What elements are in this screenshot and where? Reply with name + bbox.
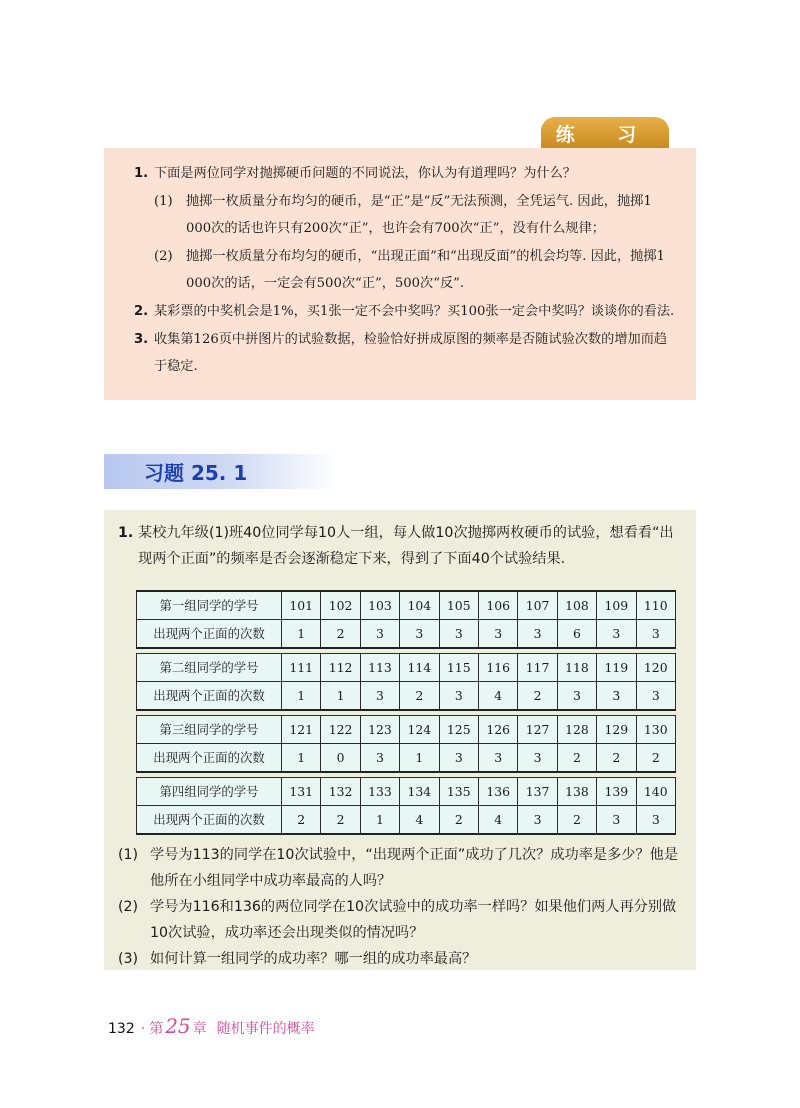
table-cell: 3	[360, 744, 399, 773]
row-header: 出现两个正面的次数	[137, 620, 282, 649]
table-cell: 124	[400, 716, 439, 744]
table-cell: 1	[282, 744, 321, 773]
table-cell: 128	[557, 716, 596, 744]
table-row	[137, 654, 676, 682]
table-cell: 3	[636, 682, 675, 711]
table-cell: 3	[478, 620, 517, 649]
subquestion-text: 抛掷一枚质量分布均匀的硬币，是“正”是“反”无法预测，全凭运气. 因此，抛掷1 000次的话也许只有200次“正”，也许会有700次“正”，没有什么规律；	[186, 193, 652, 237]
table-group	[136, 715, 676, 773]
table-row	[137, 716, 676, 744]
practice-subquestion-2	[154, 243, 678, 298]
page-footer	[108, 1014, 315, 1038]
row-header: 第一组同学的学号	[137, 591, 282, 620]
table-cell: 101	[282, 591, 321, 620]
table-cell: 3	[636, 806, 675, 835]
table-cell: 2	[282, 806, 321, 835]
table-cell: 136	[478, 778, 517, 806]
table-cell: 106	[478, 591, 517, 620]
table-row	[137, 806, 676, 835]
table-cell: 1	[360, 806, 399, 835]
row-header: 第三组同学的学号	[137, 716, 282, 744]
table-cell: 139	[597, 778, 636, 806]
table-cell: 1	[282, 682, 321, 711]
exercise-subquestion-3	[118, 946, 684, 972]
table-cell: 2	[597, 744, 636, 773]
question-text: 收集第126页中拼图片的试验数据，检验恰好拼成原图的频率是否随试验次数的增加而趋于稳定.	[154, 331, 668, 375]
table-cell: 130	[636, 716, 675, 744]
table-cell: 2	[400, 682, 439, 711]
subquestion-text: 学号为116和136的两位同学在10次试验中的成功率一样吗？如果他们两人再分别做10次试验，成功率还会出现类似的情况吗？	[150, 899, 677, 941]
table-cell: 2	[557, 744, 596, 773]
chapter-number: 25	[165, 1014, 191, 1038]
table-cell: 121	[282, 716, 321, 744]
table-cell: 3	[597, 682, 636, 711]
table-cell: 3	[518, 806, 557, 835]
table-cell: 109	[597, 591, 636, 620]
table-cell: 1	[400, 744, 439, 773]
subquestion-text: 抛掷一枚质量分布均匀的硬币，“出现正面”和“出现反面”的机会均等. 因此，抛掷1 000次的话，一定会有500次“正”，500次“反”.	[186, 248, 665, 292]
row-header: 第四组同学的学号	[137, 778, 282, 806]
table-cell: 2	[321, 806, 360, 835]
table-row	[137, 591, 676, 620]
practice-question-3	[134, 326, 678, 381]
exercise-box	[104, 510, 696, 970]
table-cell: 131	[282, 778, 321, 806]
table-cell: 107	[518, 591, 557, 620]
question-number: 3.	[134, 331, 149, 347]
table-cell: 129	[597, 716, 636, 744]
table-cell: 123	[360, 716, 399, 744]
table-row	[137, 744, 676, 773]
table-cell: 3	[557, 682, 596, 711]
table-cell: 118	[557, 654, 596, 682]
table-cell: 112	[321, 654, 360, 682]
table-cell: 120	[636, 654, 675, 682]
table-cell: 137	[518, 778, 557, 806]
subquestion-text: 学号为113的同学在10次试验中，“出现两个正面”成功了几次？成功率是多少？他是他所在小组同学中成功率最高的人吗？	[150, 847, 679, 889]
table-cell: 4	[478, 806, 517, 835]
table-cell: 6	[557, 620, 596, 649]
table-cell: 2	[557, 806, 596, 835]
row-header: 出现两个正面的次数	[137, 682, 282, 711]
chapter-suffix: 章	[192, 1021, 207, 1037]
table-cell: 110	[636, 591, 675, 620]
table-cell: 2	[439, 806, 478, 835]
question-text: 下面是两位同学对抛掷硬币问题的不同说法，你认为有道理吗？为什么？	[154, 166, 576, 181]
table-cell: 2	[518, 682, 557, 711]
page-number: 132	[108, 1021, 135, 1037]
table-row	[137, 620, 676, 649]
table-cell: 4	[400, 806, 439, 835]
table-group	[136, 590, 676, 649]
table-cell: 2	[321, 620, 360, 649]
table-cell: 117	[518, 654, 557, 682]
table-cell: 3	[360, 682, 399, 711]
row-header: 出现两个正面的次数	[137, 744, 282, 773]
row-header: 第二组同学的学号	[137, 654, 282, 682]
table-cell: 102	[321, 591, 360, 620]
question-text: 某校九年级(1)班40位同学每10人一组，每人做10次抛掷两枚硬币的试验，想看看“出现两个正面”的频率是否会逐渐稳定下来，得到了下面40个试验结果.	[138, 525, 674, 567]
practice-question-1	[134, 160, 678, 298]
question-number: 2.	[134, 303, 149, 319]
question-text: 某彩票的中奖机会是1%，买1张一定不会中奖吗？买100张一定会中奖吗？谈谈你的看法.	[154, 303, 675, 319]
chapter-prefix: 第	[149, 1021, 164, 1037]
table-cell: 132	[321, 778, 360, 806]
table-row	[137, 682, 676, 711]
table-cell: 3	[597, 620, 636, 649]
table-cell: 3	[439, 620, 478, 649]
table-cell: 3	[478, 744, 517, 773]
question-number: 1.	[118, 525, 134, 541]
results-table	[136, 590, 676, 839]
subquestion-number: (2)	[118, 899, 139, 915]
table-cell: 3	[518, 744, 557, 773]
practice-tab: 练 习	[541, 117, 669, 149]
table-cell: 4	[478, 682, 517, 711]
table-cell: 126	[478, 716, 517, 744]
table-cell: 3	[439, 744, 478, 773]
table-group	[136, 777, 676, 835]
subquestion-number: (1)	[154, 193, 173, 209]
table-cell: 114	[400, 654, 439, 682]
exercise-subquestion-2	[118, 894, 684, 946]
subquestion-number: (1)	[118, 847, 139, 863]
table-cell: 105	[439, 591, 478, 620]
table-cell: 108	[557, 591, 596, 620]
table-cell: 0	[321, 744, 360, 773]
subquestion-text: 如何计算一组同学的成功率？哪一组的成功率最高？	[150, 951, 477, 967]
table-cell: 3	[439, 682, 478, 711]
table-cell: 122	[321, 716, 360, 744]
footer-dot: ·	[140, 1021, 146, 1037]
table-cell: 3	[636, 620, 675, 649]
table-cell: 3	[518, 620, 557, 649]
practice-subquestion-1	[154, 188, 678, 243]
exercise-subquestions	[118, 842, 684, 972]
exercise-subquestion-1	[118, 842, 684, 894]
row-header: 出现两个正面的次数	[137, 806, 282, 835]
table-cell: 111	[282, 654, 321, 682]
table-cell: 3	[360, 620, 399, 649]
practice-box	[104, 148, 696, 400]
table-cell: 119	[597, 654, 636, 682]
exercise-title: 习题 25. 1	[104, 454, 336, 489]
table-cell: 133	[360, 778, 399, 806]
table-cell: 1	[282, 620, 321, 649]
table-cell: 138	[557, 778, 596, 806]
question-number: 1.	[134, 166, 149, 181]
table-cell: 135	[439, 778, 478, 806]
table-cell: 1	[321, 682, 360, 711]
table-cell: 116	[478, 654, 517, 682]
table-row	[137, 778, 676, 806]
table-cell: 104	[400, 591, 439, 620]
exercise-question-1	[118, 520, 684, 572]
table-cell: 2	[636, 744, 675, 773]
chapter-title: 随机事件的概率	[216, 1021, 315, 1037]
table-cell: 134	[400, 778, 439, 806]
table-cell: 103	[360, 591, 399, 620]
table-cell: 3	[597, 806, 636, 835]
table-cell: 127	[518, 716, 557, 744]
table-cell: 3	[400, 620, 439, 649]
subquestion-number: (2)	[154, 248, 173, 264]
table-cell: 113	[360, 654, 399, 682]
table-cell: 125	[439, 716, 478, 744]
practice-question-2	[134, 298, 678, 326]
table-cell: 140	[636, 778, 675, 806]
table-group	[136, 653, 676, 711]
table-cell: 115	[439, 654, 478, 682]
subquestion-number: (3)	[118, 951, 139, 967]
